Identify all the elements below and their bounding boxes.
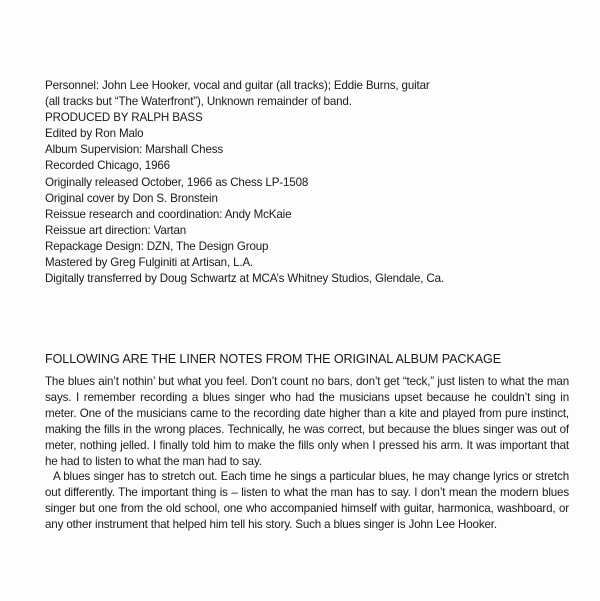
credit-line: Original cover by Don S. Bronstein [45, 191, 218, 205]
credit-line: Edited by Ron Malo [45, 127, 144, 141]
credit-line: Reissue art direction: Vartan [45, 223, 187, 237]
credit-line: Reissue research and coordination: Andy McKaie [45, 207, 292, 221]
credit-line: Album Supervision: Marshall Chess [45, 143, 224, 157]
producer-credit: PRODUCED BY RALPH BASS [45, 111, 203, 125]
liner-notes-paragraph: The blues ain’t nothin’ but what you feel. Don’t count no bars, don’t get “teck,” just listen to what the man says. I remember recording a blues singer who had the musicians upset because he couldn’t sing in meter. One of the musicians came to the recording date higher than a kite and played from pure instinct, making the fills in the wrong places. Technically, he was correct, but because the blues singer was out of meter, nothing jelled. I finally told him to make the fills only when I pressed his arm. It was important that he had to listen to what the man had to say. [45, 375, 569, 468]
credit-line: Digitally transferred by Doug Schwartz at MCA’s Whitney Studios, Glendale, Ca. [45, 272, 444, 286]
credit-line: Repackage Design: DZN, The Design Group [45, 239, 269, 253]
liner-notes-body [45, 374, 569, 533]
credit-line: (all tracks but “The Waterfront”), Unknown remainder of band. [45, 95, 352, 109]
credits-block [45, 78, 575, 287]
credit-line: Recorded Chicago, 1966 [45, 159, 170, 173]
credit-line: Personnel: John Lee Hooker, vocal and guitar (all tracks); Eddie Burns, guitar [45, 79, 430, 92]
credit-line: Originally released October, 1966 as Chess LP-1508 [45, 175, 309, 189]
credit-line: Mastered by Greg Fulginiti at Artisan, L.A. [45, 256, 254, 270]
liner-notes-heading: FOLLOWING ARE THE LINER NOTES FROM THE ORIGINAL ALBUM PACKAGE [45, 352, 501, 366]
liner-notes-paragraph: A blues singer has to stretch out. Each time he sings a particular blues, he may change lyrics or stretch out differently. The important thing is – listen to what the man has to say. I don’t mean the modern blues singer but one from the old school, one who accompanied himself with guitar, harmonica, washboard, or any other instrument that helped him tell his story. Such a blues singer is John Lee Hooker. [45, 470, 569, 532]
